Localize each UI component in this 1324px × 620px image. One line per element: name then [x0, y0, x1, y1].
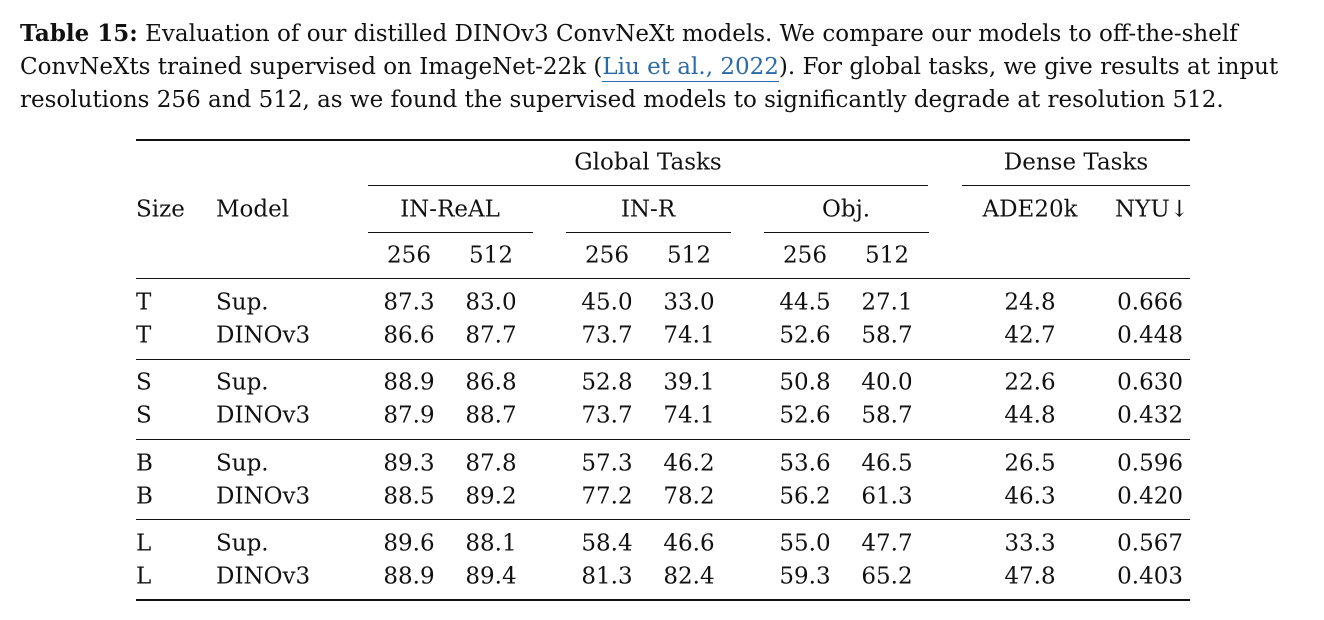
top-rule [136, 139, 1190, 141]
cell-ade20k: 47.8 [1004, 563, 1056, 590]
bottom-rule [136, 599, 1190, 601]
cell-in-r-512: 74.1 [663, 322, 715, 349]
group-separator [136, 519, 1190, 520]
cell-in-real-256: 89.6 [383, 530, 435, 557]
group-separator [136, 439, 1190, 440]
cell-in-r-512: 82.4 [663, 563, 715, 590]
cell-model: Sup. [216, 530, 269, 557]
cell-obj-256: 52.6 [779, 402, 831, 429]
cell-in-real-256: 88.9 [383, 563, 435, 590]
cell-obj-512: 61.3 [861, 483, 913, 510]
cell-in-real-512: 87.7 [465, 322, 517, 349]
cell-in-real-256: 88.5 [383, 483, 435, 510]
cell-ade20k: 24.8 [1004, 289, 1056, 316]
group-separator [136, 359, 1190, 360]
cell-size: L [136, 530, 152, 557]
dense-tasks-underline [962, 185, 1190, 186]
cell-size: S [136, 402, 152, 429]
cell-nyu: 0.432 [1117, 402, 1183, 429]
in-r-underline [566, 232, 731, 233]
cell-obj-256: 56.2 [779, 483, 831, 510]
citation-separator[interactable]: , [705, 54, 721, 80]
cell-obj-512: 58.7 [861, 402, 913, 429]
header-in-real: IN-ReAL [400, 196, 500, 223]
cell-nyu: 0.630 [1117, 369, 1183, 396]
cell-in-real-256: 87.9 [383, 402, 435, 429]
cell-model: DINOv3 [216, 483, 311, 510]
cell-in-real-512: 87.8 [465, 450, 517, 477]
cell-model: Sup. [216, 369, 269, 396]
cell-nyu: 0.403 [1117, 563, 1183, 590]
header-resolution: 512 [469, 242, 513, 269]
cell-nyu: 0.448 [1117, 322, 1183, 349]
cell-in-r-256: 52.8 [581, 369, 633, 396]
cell-obj-512: 27.1 [861, 289, 913, 316]
header-resolution: 256 [585, 242, 629, 269]
cell-ade20k: 46.3 [1004, 483, 1056, 510]
cell-in-real-256: 88.9 [383, 369, 435, 396]
cell-ade20k: 44.8 [1004, 402, 1056, 429]
cell-in-r-256: 73.7 [581, 402, 633, 429]
header-resolution: 256 [387, 242, 431, 269]
cell-ade20k: 33.3 [1004, 530, 1056, 557]
cell-model: DINOv3 [216, 402, 311, 429]
cell-in-real-256: 87.3 [383, 289, 435, 316]
in-real-underline [368, 232, 533, 233]
cell-in-r-256: 45.0 [581, 289, 633, 316]
cell-obj-512: 40.0 [861, 369, 913, 396]
cell-nyu: 0.596 [1117, 450, 1183, 477]
cell-in-r-512: 78.2 [663, 483, 715, 510]
cell-in-real-512: 89.2 [465, 483, 517, 510]
cell-in-r-512: 74.1 [663, 402, 715, 429]
cell-in-r-256: 57.3 [581, 450, 633, 477]
cell-size: L [136, 563, 152, 590]
cell-in-r-512: 33.0 [663, 289, 715, 316]
cell-obj-512: 65.2 [861, 563, 913, 590]
cell-model: DINOv3 [216, 322, 311, 349]
citation-authors[interactable]: Liu et al. [602, 54, 706, 80]
citation-year[interactable]: 2022 [720, 54, 779, 80]
cell-in-r-512: 46.2 [663, 450, 715, 477]
global-tasks-underline [368, 185, 928, 186]
cell-in-real-512: 89.4 [465, 563, 517, 590]
cell-in-real-512: 88.7 [465, 402, 517, 429]
cell-nyu: 0.567 [1117, 530, 1183, 557]
cell-size: B [136, 450, 153, 477]
header-global-tasks: Global Tasks [574, 149, 722, 176]
cell-in-r-256: 73.7 [581, 322, 633, 349]
header-resolution: 512 [667, 242, 711, 269]
cell-obj-512: 58.7 [861, 322, 913, 349]
cell-in-r-512: 39.1 [663, 369, 715, 396]
cell-obj-256: 53.6 [779, 450, 831, 477]
header-nyu: NYU↓ [1115, 196, 1189, 223]
cell-in-real-512: 88.1 [465, 530, 517, 557]
cell-size: S [136, 369, 152, 396]
cell-ade20k: 22.6 [1004, 369, 1056, 396]
caption-label: Table 15: [20, 20, 138, 47]
header-resolution: 512 [865, 242, 909, 269]
cell-model: DINOv3 [216, 563, 311, 590]
cell-obj-256: 44.5 [779, 289, 831, 316]
cell-model: Sup. [216, 289, 269, 316]
cell-nyu: 0.666 [1117, 289, 1183, 316]
cell-ade20k: 42.7 [1004, 322, 1056, 349]
header-ade20k: ADE20k [982, 196, 1078, 223]
cell-obj-512: 47.7 [861, 530, 913, 557]
cell-in-r-512: 46.6 [663, 530, 715, 557]
header-model: Model [216, 196, 290, 223]
cell-in-r-256: 58.4 [581, 530, 633, 557]
cell-model: Sup. [216, 450, 269, 477]
cell-obj-256: 55.0 [779, 530, 831, 557]
cell-in-real-256: 89.3 [383, 450, 435, 477]
cell-in-r-256: 77.2 [581, 483, 633, 510]
cell-in-real-512: 86.8 [465, 369, 517, 396]
cell-obj-256: 59.3 [779, 563, 831, 590]
header-resolution: 256 [783, 242, 827, 269]
header-obj: Obj. [821, 196, 871, 223]
cell-size: T [136, 289, 152, 316]
caption-text: Evaluation of our distilled DINOv3 ConvNeXt models. We compare our models to off-the-shelf ConvNeXts trained supervised on ImageNet-22k ( [20, 21, 1238, 80]
cell-size: T [136, 322, 152, 349]
cell-obj-512: 46.5 [861, 450, 913, 477]
obj-underline [764, 232, 929, 233]
header-dense-tasks: Dense Tasks [1003, 149, 1149, 176]
header-in-r: IN-R [620, 196, 676, 223]
cell-size: B [136, 483, 153, 510]
cell-in-real-256: 86.6 [383, 322, 435, 349]
cell-in-r-256: 81.3 [581, 563, 633, 590]
cell-in-real-512: 83.0 [465, 289, 517, 316]
caption-text-continued: ). For global tasks, we give results at input resolutions 256 and 512, as we found the supervised models to significantly degrade at resolution 512. [20, 54, 1279, 113]
header-size: Size [136, 196, 185, 223]
cell-nyu: 0.420 [1117, 483, 1183, 510]
cell-obj-256: 50.8 [779, 369, 831, 396]
header-rule [136, 278, 1190, 279]
cell-ade20k: 26.5 [1004, 450, 1056, 477]
cell-obj-256: 52.6 [779, 322, 831, 349]
